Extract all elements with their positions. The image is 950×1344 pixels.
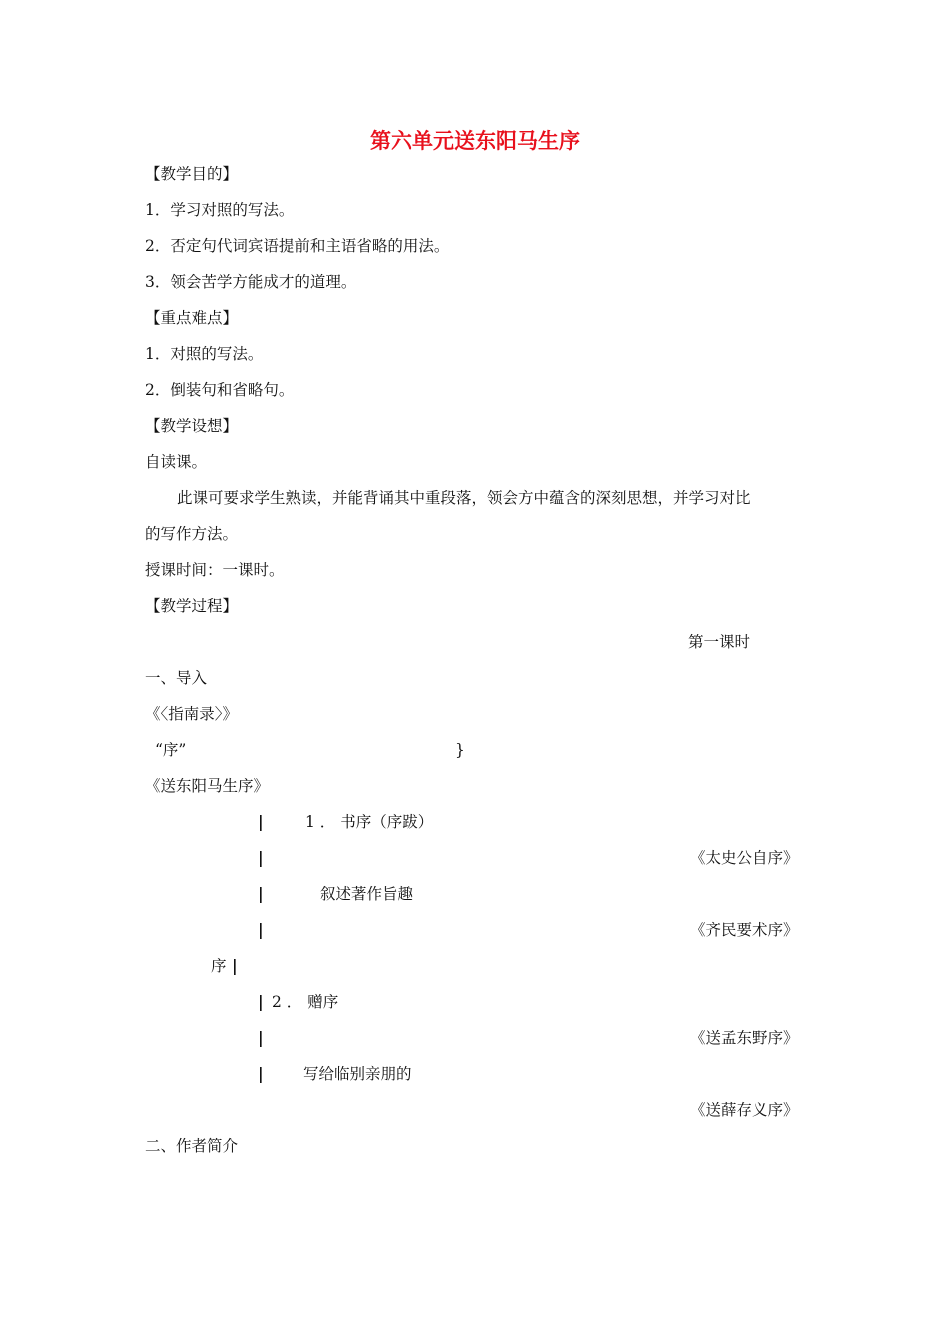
diagram-item-1: 1 ． 书序（序跋） — [305, 813, 434, 831]
diagram-bar: | — [258, 1028, 264, 1047]
goals-heading: 【教学目的】 — [145, 165, 239, 183]
goal-item: 3．领会苦学方能成才的道理。 — [145, 273, 357, 291]
intro-brace: } — [455, 741, 465, 759]
author-heading: 二、作者简介 — [145, 1137, 239, 1155]
goal-item: 1．学习对照的写法。 — [145, 201, 295, 219]
diagram-bar: | — [258, 992, 264, 1011]
diagram-bar: | — [258, 848, 264, 867]
design-paragraph-cont: 的写作方法。 — [145, 525, 239, 543]
design-line: 自读课。 — [145, 453, 208, 471]
diagram-bar: | — [258, 884, 264, 903]
diagram-ref: 《齐民要术序》 — [690, 921, 799, 939]
goal-item: 2．否定句代词宾语提前和主语省略的用法。 — [145, 237, 450, 255]
diagram-ref: 《送薛存义序》 — [690, 1101, 799, 1119]
intro-xu: “序” — [155, 741, 187, 759]
diagram-item-1-desc: 叙述著作旨趣 — [320, 885, 414, 903]
key-heading: 【重点难点】 — [145, 309, 239, 327]
diagram-bar: | — [232, 956, 238, 975]
intro-heading: 一、导入 — [145, 669, 208, 687]
intro-title: 《送东阳马生序》 — [145, 777, 270, 795]
diagram-bar: | — [258, 1064, 264, 1083]
process-heading: 【教学过程】 — [145, 597, 239, 615]
intro-book: 《〈指南录〉》 — [145, 705, 239, 723]
design-paragraph: 此课可要求学生熟读，并能背诵其中重段落，领会方中蕴含的深刻思想，并学习对比 — [177, 489, 751, 507]
design-time: 授课时间：一课时。 — [145, 561, 285, 579]
diagram-bar: | — [258, 812, 264, 831]
key-item: 2．倒装句和省略句。 — [145, 381, 295, 399]
diagram-item-2-desc: 写给临别亲朋的 — [303, 1065, 412, 1083]
diagram-ref: 《送孟东野序》 — [690, 1029, 799, 1047]
diagram-bar: | — [258, 920, 264, 939]
design-heading: 【教学设想】 — [145, 417, 239, 435]
diagram-ref: 《太史公自序》 — [690, 849, 799, 867]
lesson-label: 第一课时 — [688, 633, 751, 651]
key-item: 1．对照的写法。 — [145, 345, 264, 363]
diagram-item-2: 2 ． 赠序 — [272, 993, 339, 1011]
diagram-root: 序 — [211, 957, 227, 975]
document-title: 第六单元送东阳马生序 — [370, 129, 580, 153]
